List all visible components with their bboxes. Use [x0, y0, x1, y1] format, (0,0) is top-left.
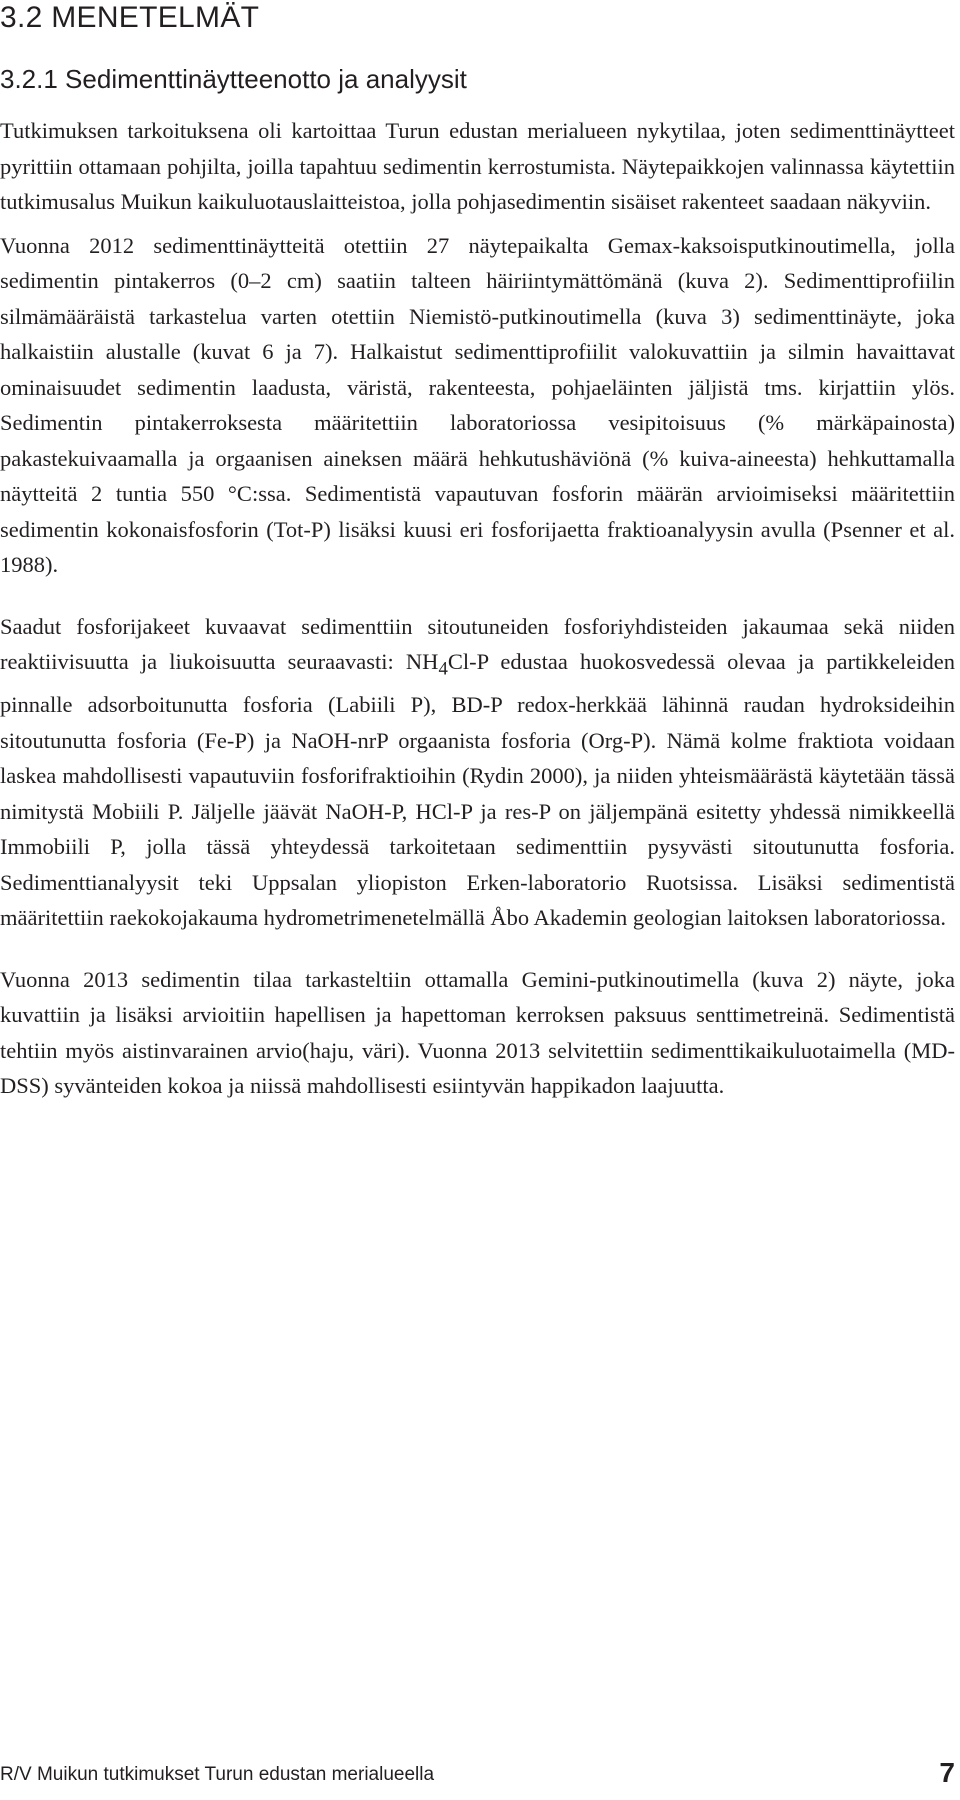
body-text — [0, 113, 955, 1130]
paragraph-1: Tutkimuksen tarkoituksena oli kartoittaa Turun edustan merialueen nykytilaa, joten sedimenttinäytteet pyrittiin ottamaan pohjilta, joilla tapahtuu sedimentin kerrostumista. Näytepaikkojen valinnassa käytettiin tutkimusalus Muikun kaikuluotauslaitteistoa, jolla pohjasedimentin sisäiset rakenteet saadaan näkyviin. — [0, 118, 955, 214]
page-number: 7 — [939, 1757, 955, 1788]
ammonium-subscript: 4 — [438, 658, 448, 680]
paragraph-2: Vuonna 2012 sedimenttinäytteitä otettiin 27 näytepaikalta Gemax-kaksoisputkinoutimella, jolla sedimentin pintakerros (0–2 cm) saatiin talteen häiriintymättömänä (kuva 2). Sedimenttiprofiilin silmämääräistä tarkastelua varten otettiin Niemistö-putkinoutimella (kuva 3) sedimenttinäyte, joka halkaistiin alustalle (kuvat 6 ja 7). Halkaistut sedimenttiprofiilit valokuvattiin ja silmin havaittavat ominaisuudet sedimentin laadusta, väristä, rakenteesta, pohjaeläinten jäljistä tms. kirjattiin ylös. Sedimentin pintakerroksesta määritettiin laboratoriossa vesipitoisuus (% märkäpainosta) pakastekuivaamalla ja orgaanisen aineksen määrä hehkutushäviönä (% kuiva-aineesta) hehkuttamalla näytteitä 2 tuntia 550 °C:ssa. Sedimentistä vapautuvan fosforin määrän arvioimiseksi määritettiin sedimentin kokonaisfosforin (Tot-P) lisäksi kuusi eri fosforijaetta fraktioanalyysin avulla (Psenner et al. 1988). — [0, 232, 955, 577]
section-heading: 3.2 MENETELMÄT — [0, 1, 260, 34]
paragraph-3 — [0, 609, 955, 936]
paragraph-4: Vuonna 2013 sedimentin tilaa tarkasteltiin ottamalla Gemini-putkinoutimella (kuva 2) näyte, joka kuvattiin ja lisäksi arvioitiin hapellisen ja hapettoman kerroksen paksuus senttimetreinä. Sedimentistä tehtiin myös aistinvarainen arvio(haju, väri). Vuonna 2013 selvitettiin sedimenttikaikuluotaimella (MD-DSS) syvänteiden kokoa ja niissä mahdollisesti esiintyvän happikadon laajuutta. — [0, 966, 955, 1098]
footer-title: R/V Muikun tutkimukset Turun edustan merialueella — [0, 1764, 435, 1785]
subsection-heading: 3.2.1 Sedimenttinäytteenotto ja analyysit — [0, 64, 467, 94]
paragraph-3-start: Saadut fosforijakeet kuvaavat sedimenttiin sitoutuneiden fosforiyhdisteiden jakaumaa sekä niiden reaktiivisuutta ja liukoisuutta seuraavasti: NH — [0, 613, 955, 674]
paragraph-3-rest: Cl-P edustaa huokosvedessä olevaa ja partikkeleiden pinnalle adsorboitunutta fosforia (Labiili P), BD-P redox-herkkää lähinnä raudan hydroksideihin sitoutunutta fosforia (Fe-P) ja NaOH-nrP orgaanista fosforia (Org-P). Nämä kolme fraktiota voidaan laskea mahdollisesti vapautuviin fosforifraktioihin (Rydin 2000), ja niiden yhteismäärästä käytetään tässä nimitystä Mobiili P. Jäljelle jäävät NaOH-P, HCl-P ja res-P on jäljempänä esitetty yhdessä nimikkeellä Immobiili P, jolla tässä yhteydessä tarkoitetaan sedimenttiin pysyvästi sitoutunutta fosforia. Sedimenttianalyysit teki Uppsalan yliopiston Erken-laboratorio Ruotsissa. Lisäksi sedimentistä määritettiin raekokojakauma hydrometrimenetelmällä Åbo Akademin geologian laitoksen laboratoriossa. — [0, 649, 955, 930]
